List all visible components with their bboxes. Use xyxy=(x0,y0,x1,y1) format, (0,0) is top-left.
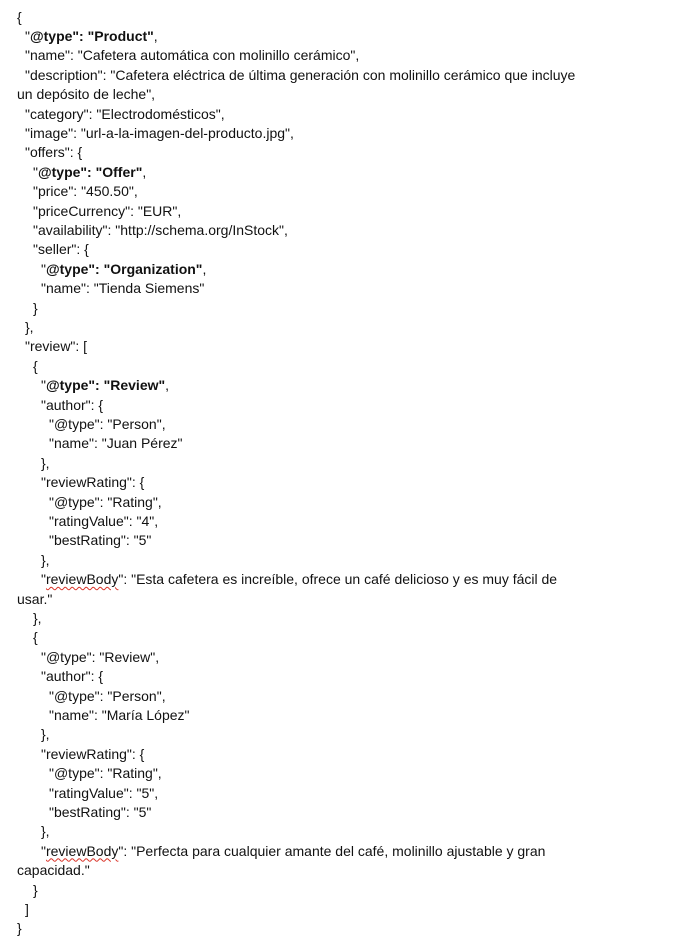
code-line xyxy=(17,861,90,880)
code-line xyxy=(33,163,146,182)
code-line xyxy=(33,182,138,201)
code-text: "description": "Cafetera eléctrica de última generación con molinillo cerámico que incluye xyxy=(25,66,576,83)
code-text: { xyxy=(33,357,38,374)
code-text: , xyxy=(142,163,147,180)
code-line xyxy=(41,279,204,298)
code-line xyxy=(41,473,144,492)
code-text: "price": "450.50", xyxy=(33,183,138,200)
code-text: ] xyxy=(25,900,29,917)
code-line xyxy=(49,434,183,453)
code-line xyxy=(49,764,162,783)
code-text: , xyxy=(153,27,158,44)
code-line xyxy=(41,648,159,667)
code-text: "offers": { xyxy=(25,144,83,161)
code-line xyxy=(41,551,50,570)
code-text: "seller": { xyxy=(33,241,89,258)
code-line xyxy=(25,900,29,919)
code-line xyxy=(41,454,50,473)
code-line xyxy=(49,687,166,706)
code-text: "name": "María López" xyxy=(49,706,190,723)
code-line xyxy=(41,822,50,841)
code-text: "ratingValue": "4", xyxy=(49,512,159,529)
code-text: usar." xyxy=(17,590,53,607)
code-text: { xyxy=(17,8,22,25)
code-text: "review": [ xyxy=(25,338,88,355)
code-text: "@type": "Rating", xyxy=(49,493,162,510)
code-text: , xyxy=(202,260,207,277)
code-text: ": "Perfecta para cualquier amante del café, molinillo ajustable y gran xyxy=(118,842,546,859)
code-text: , xyxy=(165,377,170,394)
code-text: "@type": "Review", xyxy=(41,648,160,665)
code-text: } xyxy=(17,920,22,937)
code-line xyxy=(33,628,38,647)
code-line xyxy=(25,337,87,356)
type-keyword: @type": "Organization" xyxy=(45,260,203,277)
code-line xyxy=(17,85,155,104)
code-text: un depósito de leche", xyxy=(17,86,156,103)
code-text: "@type": "Person", xyxy=(49,687,166,704)
code-line xyxy=(49,784,158,803)
code-text: ": "Esta cafetera es increíble, ofrece un café delicioso y es muy fácil de xyxy=(118,571,558,588)
type-keyword: @type": "Offer" xyxy=(37,163,143,180)
code-line xyxy=(33,609,42,628)
code-line xyxy=(17,919,22,938)
code-line xyxy=(41,260,206,279)
code-text: " xyxy=(41,571,46,588)
code-line xyxy=(41,376,169,395)
code-text: }, xyxy=(41,823,50,840)
code-line xyxy=(49,803,151,822)
code-text: " xyxy=(25,27,30,44)
code-line xyxy=(49,531,151,550)
code-text: " xyxy=(41,260,46,277)
code-line xyxy=(17,590,52,609)
code-text: "priceCurrency": "EUR", xyxy=(33,202,182,219)
code-line xyxy=(25,46,359,65)
code-line xyxy=(41,396,103,415)
code-text: "bestRating": "5" xyxy=(49,532,152,549)
code-text: } xyxy=(33,881,38,898)
code-line xyxy=(25,143,82,162)
code-line xyxy=(25,318,34,337)
code-line xyxy=(41,745,144,764)
code-text: "availability": "http://schema.org/InStock", xyxy=(33,221,288,238)
code-line xyxy=(33,221,288,240)
code-text: }, xyxy=(41,551,50,568)
code-text: capacidad." xyxy=(17,862,90,879)
code-line xyxy=(33,202,181,221)
code-line xyxy=(25,27,158,46)
code-line xyxy=(33,299,38,318)
code-line xyxy=(33,881,38,900)
code-line xyxy=(49,415,166,434)
code-line xyxy=(41,570,557,589)
code-text: } xyxy=(33,299,38,316)
code-text: " xyxy=(33,163,38,180)
code-text: "reviewRating": { xyxy=(41,474,145,491)
type-keyword: @type": "Review" xyxy=(45,377,166,394)
code-line xyxy=(41,842,545,861)
code-text: " xyxy=(41,842,46,859)
code-text: }, xyxy=(25,318,34,335)
code-line xyxy=(49,706,190,725)
code-line xyxy=(25,124,294,143)
misspelled-word: reviewBody xyxy=(45,842,119,859)
code-line xyxy=(25,66,575,85)
code-line xyxy=(49,493,162,512)
code-line xyxy=(49,512,158,531)
code-line xyxy=(41,667,103,686)
code-text: " xyxy=(41,377,46,394)
code-text: "image": "url-a-la-imagen-del-producto.jpg", xyxy=(25,124,294,141)
code-text: "name": "Juan Pérez" xyxy=(49,435,183,452)
code-text: "name": "Cafetera automática con molinillo cerámico", xyxy=(25,47,360,64)
code-text: }, xyxy=(33,609,42,626)
code-text: "ratingValue": "5", xyxy=(49,784,159,801)
code-line xyxy=(41,725,50,744)
code-text: "name": "Tienda Siemens" xyxy=(41,280,205,297)
code-text: "bestRating": "5" xyxy=(49,803,152,820)
code-line xyxy=(33,357,38,376)
code-text: }, xyxy=(41,726,50,743)
type-keyword: @type": "Product" xyxy=(29,27,154,44)
code-text: "author": { xyxy=(41,396,104,413)
code-line xyxy=(17,8,22,27)
code-text: "@type": "Rating", xyxy=(49,765,162,782)
code-line xyxy=(33,240,89,259)
code-text: "category": "Electrodomésticos", xyxy=(25,105,225,122)
code-line xyxy=(25,105,225,124)
code-text: "author": { xyxy=(41,668,104,685)
code-text: { xyxy=(33,629,38,646)
code-text: "reviewRating": { xyxy=(41,745,145,762)
misspelled-word: reviewBody xyxy=(45,571,119,588)
code-text: }, xyxy=(41,454,50,471)
code-text: "@type": "Person", xyxy=(49,415,166,432)
